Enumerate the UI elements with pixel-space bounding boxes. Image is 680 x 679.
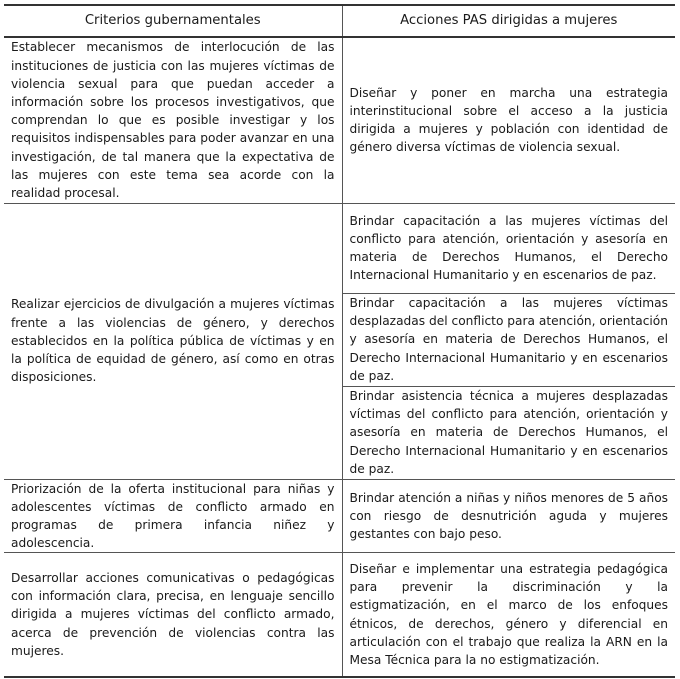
action-cell: Diseñar e implementar una estrategia pedagógica para prevenir la discriminación y la estigmatización, en el marco de los enfoques étnicos, de derechos, género y diferencial en articulación con el trabajo que realiza la ARN en la Mesa Técnica para la no estigmatización. [342, 553, 675, 677]
action-cell: Brindar capacitación a las mujeres víctimas del conflicto para atención, orientación y asesoría en materia de Derechos Humanos, el Derecho Internacional Humanitario y en escenarios de paz. [342, 203, 675, 293]
criterion-cell: Priorización de la oferta institucional para niñas y adolescentes víctimas de conflicto armado en programas de primera infancia niñez y adolescencia. [4, 479, 342, 553]
criterion-cell: Desarrollar acciones comunicativas o pedagógicas con información clara, precisa, en lenguaje sencillo dirigida a mujeres víctimas del conflicto armado, acerca de prevención de violencias contra las mujeres. [4, 553, 342, 677]
table-row [4, 203, 675, 293]
header-criteria: Criterios gubernamentales [4, 5, 342, 37]
criterion-cell: Establecer mecanismos de interlocución de las instituciones de justicia con las mujeres víctimas de violencia sexual para que puedan acceder a información sobre los procesos investigativos, que comprendan lo que es posible investigar y los requisitos indispensables para poder avanzar en una investigación, de tal manera que la expectativa de las mujeres con este tema sea acorde con la realidad procesal. [4, 37, 342, 203]
header-actions: Acciones PAS dirigidas a mujeres [342, 5, 675, 37]
criteria-actions-table [4, 4, 675, 678]
table-header-row [4, 5, 675, 37]
action-cell: Brindar asistencia técnica a mujeres desplazadas víctimas del conflicto para atención, orientación y asesoría en materia de Derechos Humanos, el Derecho Internacional Humanitario y en escenarios de paz. [342, 386, 675, 479]
criterion-cell: Realizar ejercicios de divulgación a mujeres víctimas frente a las violencias de género, y derechos establecidos en la política pública de víctimas y en la política de equidad de género, así como en otras disposiciones. [4, 203, 342, 479]
table-row [4, 553, 675, 677]
table-row [4, 479, 675, 553]
action-cell: Diseñar y poner en marcha una estrategia interinstitucional sobre el acceso a la justicia dirigida a mujeres y población con identidad de género diversa víctimas de violencia sexual. [342, 37, 675, 203]
action-cell: Brindar capacitación a las mujeres víctimas desplazadas del conflicto para atención, orientación y asesoría en materia de Derechos Humanos, el Derecho Internacional Humanitario y en escenarios de paz. [342, 293, 675, 386]
table-row [4, 37, 675, 203]
action-cell: Brindar atención a niñas y niños menores de 5 años con riesgo de desnutrición aguda y mujeres gestantes con bajo peso. [342, 479, 675, 553]
